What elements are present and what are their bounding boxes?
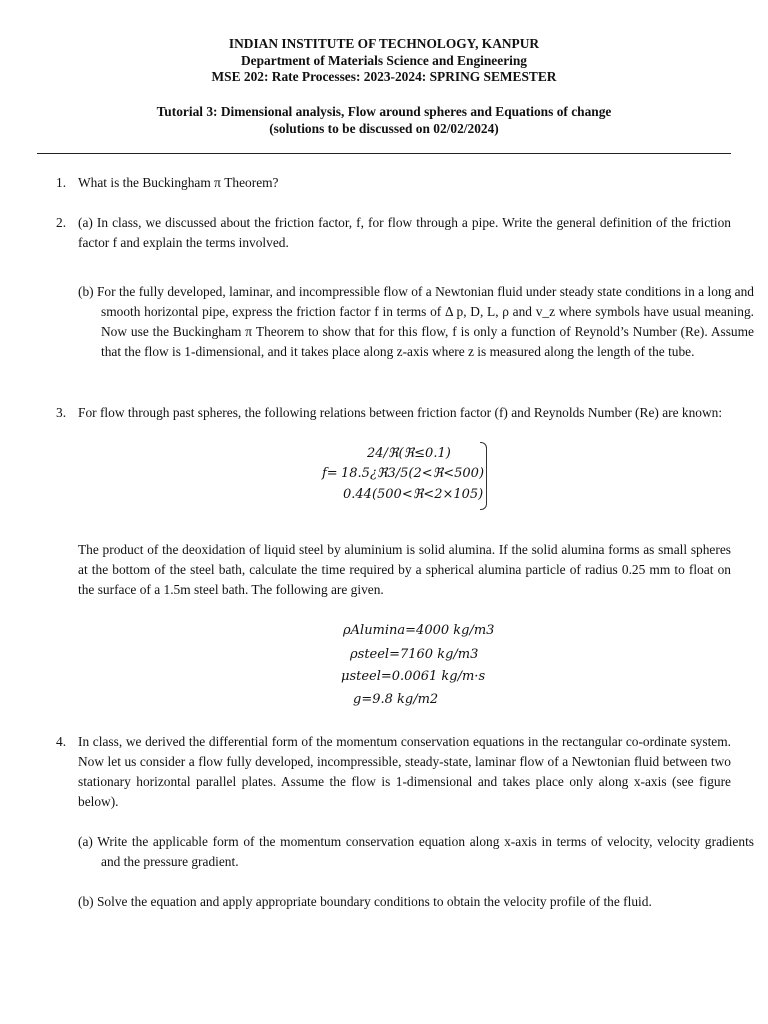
friction-eq-line-3: 0.44(500<ℜ<2×105) bbox=[343, 487, 484, 502]
question-3-number: 3. bbox=[56, 405, 67, 420]
friction-eq-line-2: 18.5¿ℜ3/5(2<ℜ<500) bbox=[341, 466, 485, 481]
question-4-intro: In class, we derived the differential form of the momentum conservation equations in the rectangular co-ordinate system. Now let us consider a flow fully developed, incompressible, steady-state, laminar flow of a Newtonian fluid between two stationary horizontal parallel plates. Assume the flow is 1-dimensional and takes place only along x-axis (see figure below). bbox=[78, 734, 731, 809]
tutorial-title: Tutorial 3: Dimensional analysis, Flow around spheres and Equations of change bbox=[156, 104, 612, 119]
question-2-number: 2. bbox=[56, 215, 67, 230]
question-2a-text: (a) In class, we discussed about the friction factor, f, for flow through a pipe. Write the general definition of the friction factor f and explain the terms involved. bbox=[78, 215, 731, 250]
course-title: MSE 202: Rate Processes: 2023-2024: SPRING SEMESTER bbox=[211, 69, 557, 84]
given-gravity: g=9.8 kg/m2 bbox=[353, 692, 439, 707]
given-mu-steel: μsteel=0.0061 kg/m·s bbox=[341, 669, 486, 684]
given-rho-steel: ρsteel=7160 kg/m3 bbox=[350, 647, 479, 662]
discussion-date: (solutions to be discussed on 02/02/2024) bbox=[269, 121, 499, 136]
question-3-intro: For flow through past spheres, the following relations between friction factor (f) and Reynolds Number (Re) are known: bbox=[78, 405, 723, 420]
question-1-number: 1. bbox=[56, 175, 67, 190]
question-4b-text: (b) Solve the equation and apply appropriate boundary conditions to obtain the velocity profile of the fluid. bbox=[78, 894, 652, 909]
given-rho-alumina: ρAlumina=4000 kg/m3 bbox=[343, 623, 495, 638]
question-4-number: 4. bbox=[56, 734, 67, 749]
question-2b-text: (b) For the fully developed, laminar, and incompressible flow of a Newtonian fluid under steady state conditions in a long and smooth horizontal pipe, express the friction factor f in terms of Δ p, D, L, ρ and v_z where symbols have usual meaning. Now use the Buckingham π Theorem to show that for this flow, f is only a function of Reynold’s Number (Re). Assume that the flow is 1-dimensional, and it takes place along z-axis where z is measured along the length of the tube. bbox=[78, 284, 754, 359]
question-4a-text: (a) Write the applicable form of the momentum conservation equation along x-axis in terms of velocity, velocity gradients and the pressure gradient. bbox=[78, 834, 754, 869]
header-divider bbox=[37, 153, 731, 154]
friction-eq-lhs: f= bbox=[322, 466, 338, 481]
department-name: Department of Materials Science and Engineering bbox=[241, 53, 527, 68]
equation-right-brace bbox=[480, 442, 487, 510]
institute-name: INDIAN INSTITUTE OF TECHNOLOGY, KANPUR bbox=[228, 36, 540, 51]
question-1-text: What is the Buckingham π Theorem? bbox=[78, 175, 279, 190]
friction-eq-line-1: 24/ℜ(ℜ≤0.1) bbox=[367, 446, 451, 461]
question-3-problem: The product of the deoxidation of liquid steel by aluminium is solid alumina. If the solid alumina forms as small spheres at the bottom of the steel bath, calculate the time required by a spherical alumina particle of radius 0.25 mm to float on the surface of a 1.5m steel bath. The following are given. bbox=[78, 542, 731, 597]
